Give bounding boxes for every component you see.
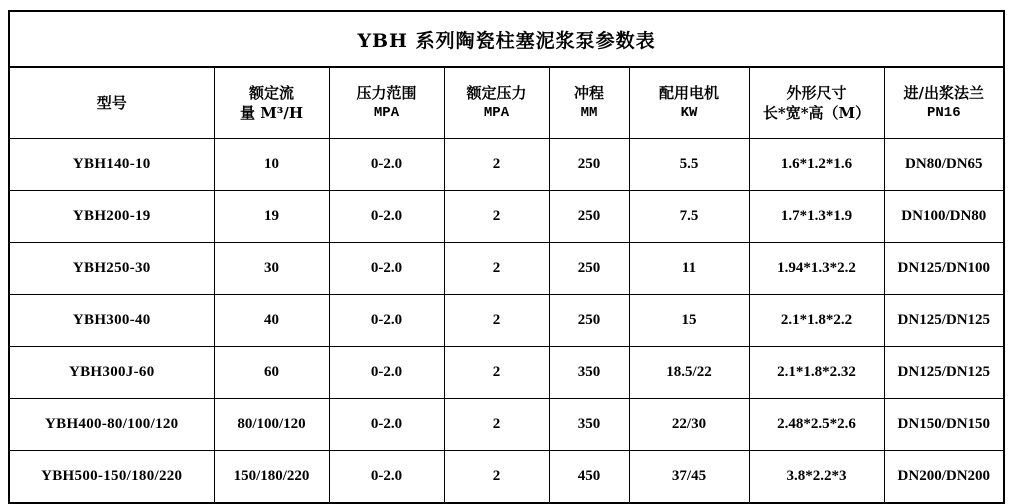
cell-rated-pressure: 2 [444, 451, 549, 504]
cell-motor: 22/30 [629, 399, 749, 451]
cell-dimensions: 1.94*1.3*2.2 [749, 243, 884, 295]
cell-rated-pressure: 2 [444, 347, 549, 399]
cell-stroke: 250 [549, 139, 629, 191]
specification-table [8, 10, 1005, 504]
cell-rated-pressure: 2 [444, 139, 549, 191]
column-header-flange [884, 67, 1004, 139]
column-header-flange-line1: 进/出浆法兰 [903, 84, 985, 103]
cell-dimensions: 3.8*2.2*3 [749, 451, 884, 504]
cell-pressure-range: 0-2.0 [329, 243, 444, 295]
cell-model: YBH300J-60 [9, 347, 214, 399]
table-row [9, 399, 1004, 451]
cell-motor: 37/45 [629, 451, 749, 504]
page-title: YBH 系列陶瓷柱塞泥浆泵参数表 [9, 11, 1004, 67]
cell-flow: 150/180/220 [214, 451, 329, 504]
cell-motor: 15 [629, 295, 749, 347]
cell-flange: DN80/DN65 [884, 139, 1004, 191]
column-header-motor-line2: KW [680, 104, 698, 121]
cell-pressure-range: 0-2.0 [329, 191, 444, 243]
cell-flow: 40 [214, 295, 329, 347]
column-header-flow [214, 67, 329, 139]
cell-stroke: 450 [549, 451, 629, 504]
cell-pressure-range: 0-2.0 [329, 139, 444, 191]
cell-flow: 30 [214, 243, 329, 295]
cell-flow: 10 [214, 139, 329, 191]
cell-flow: 19 [214, 191, 329, 243]
cell-model: YBH500-150/180/220 [9, 451, 214, 504]
cell-motor: 5.5 [629, 139, 749, 191]
cell-model: YBH200-19 [9, 191, 214, 243]
column-header-motor [629, 67, 749, 139]
cell-stroke: 250 [549, 243, 629, 295]
column-header-stroke [549, 67, 629, 139]
cell-flange: DN100/DN80 [884, 191, 1004, 243]
column-header-motor-line1: 配用电机 [658, 84, 719, 103]
table-row [9, 347, 1004, 399]
column-header-pressure-range-line2: MPA [373, 104, 400, 121]
cell-flange: DN150/DN150 [884, 399, 1004, 451]
cell-rated-pressure: 2 [444, 399, 549, 451]
column-header-stroke-line2: MM [580, 104, 598, 121]
table-row [9, 295, 1004, 347]
column-header-flow-line2: 量 M³/H [239, 104, 304, 122]
column-header-dimensions [749, 67, 884, 139]
cell-dimensions: 1.7*1.3*1.9 [749, 191, 884, 243]
column-header-stroke-line1: 冲程 [573, 84, 604, 103]
cell-stroke: 350 [549, 347, 629, 399]
cell-dimensions: 2.1*1.8*2.2 [749, 295, 884, 347]
column-header-model-line1: 型号 [96, 93, 127, 112]
cell-pressure-range: 0-2.0 [329, 295, 444, 347]
cell-motor: 11 [629, 243, 749, 295]
column-header-pressure-range-line1: 压力范围 [356, 84, 417, 103]
cell-pressure-range: 0-2.0 [329, 451, 444, 504]
cell-stroke: 350 [549, 399, 629, 451]
column-header-rated-pressure-line1: 额定压力 [466, 84, 527, 103]
column-header-rated-pressure [444, 67, 549, 139]
column-header-pressure-range [329, 67, 444, 139]
cell-flow: 60 [214, 347, 329, 399]
cell-stroke: 250 [549, 191, 629, 243]
table-row [9, 139, 1004, 191]
table-row [9, 191, 1004, 243]
cell-model: YBH300-40 [9, 295, 214, 347]
table-title-row [9, 11, 1004, 67]
cell-dimensions: 2.1*1.8*2.32 [749, 347, 884, 399]
cell-stroke: 250 [549, 295, 629, 347]
column-header-model [9, 67, 214, 139]
cell-model: YBH140-10 [9, 139, 214, 191]
cell-rated-pressure: 2 [444, 243, 549, 295]
cell-dimensions: 2.48*2.5*2.6 [749, 399, 884, 451]
column-header-rated-pressure-line2: MPA [483, 104, 510, 121]
column-header-dimensions-line1: 外形尺寸 [786, 83, 847, 102]
column-header-flange-line2: PN16 [926, 104, 961, 121]
cell-model: YBH250-30 [9, 243, 214, 295]
cell-flange: DN125/DN100 [884, 243, 1004, 295]
cell-motor: 18.5/22 [629, 347, 749, 399]
cell-pressure-range: 0-2.0 [329, 399, 444, 451]
cell-flange: DN125/DN125 [884, 295, 1004, 347]
cell-pressure-range: 0-2.0 [329, 347, 444, 399]
cell-model: YBH400-80/100/120 [9, 399, 214, 451]
table-header-row [9, 67, 1004, 139]
table-row [9, 451, 1004, 504]
column-header-dimensions-line2: 长*宽*高（M） [762, 104, 871, 122]
cell-rated-pressure: 2 [444, 191, 549, 243]
cell-rated-pressure: 2 [444, 295, 549, 347]
cell-flange: DN125/DN125 [884, 347, 1004, 399]
column-header-flow-line1: 额定流 [248, 83, 294, 102]
cell-flange: DN200/DN200 [884, 451, 1004, 504]
cell-flow: 80/100/120 [214, 399, 329, 451]
cell-dimensions: 1.6*1.2*1.6 [749, 139, 884, 191]
table-row [9, 243, 1004, 295]
cell-motor: 7.5 [629, 191, 749, 243]
